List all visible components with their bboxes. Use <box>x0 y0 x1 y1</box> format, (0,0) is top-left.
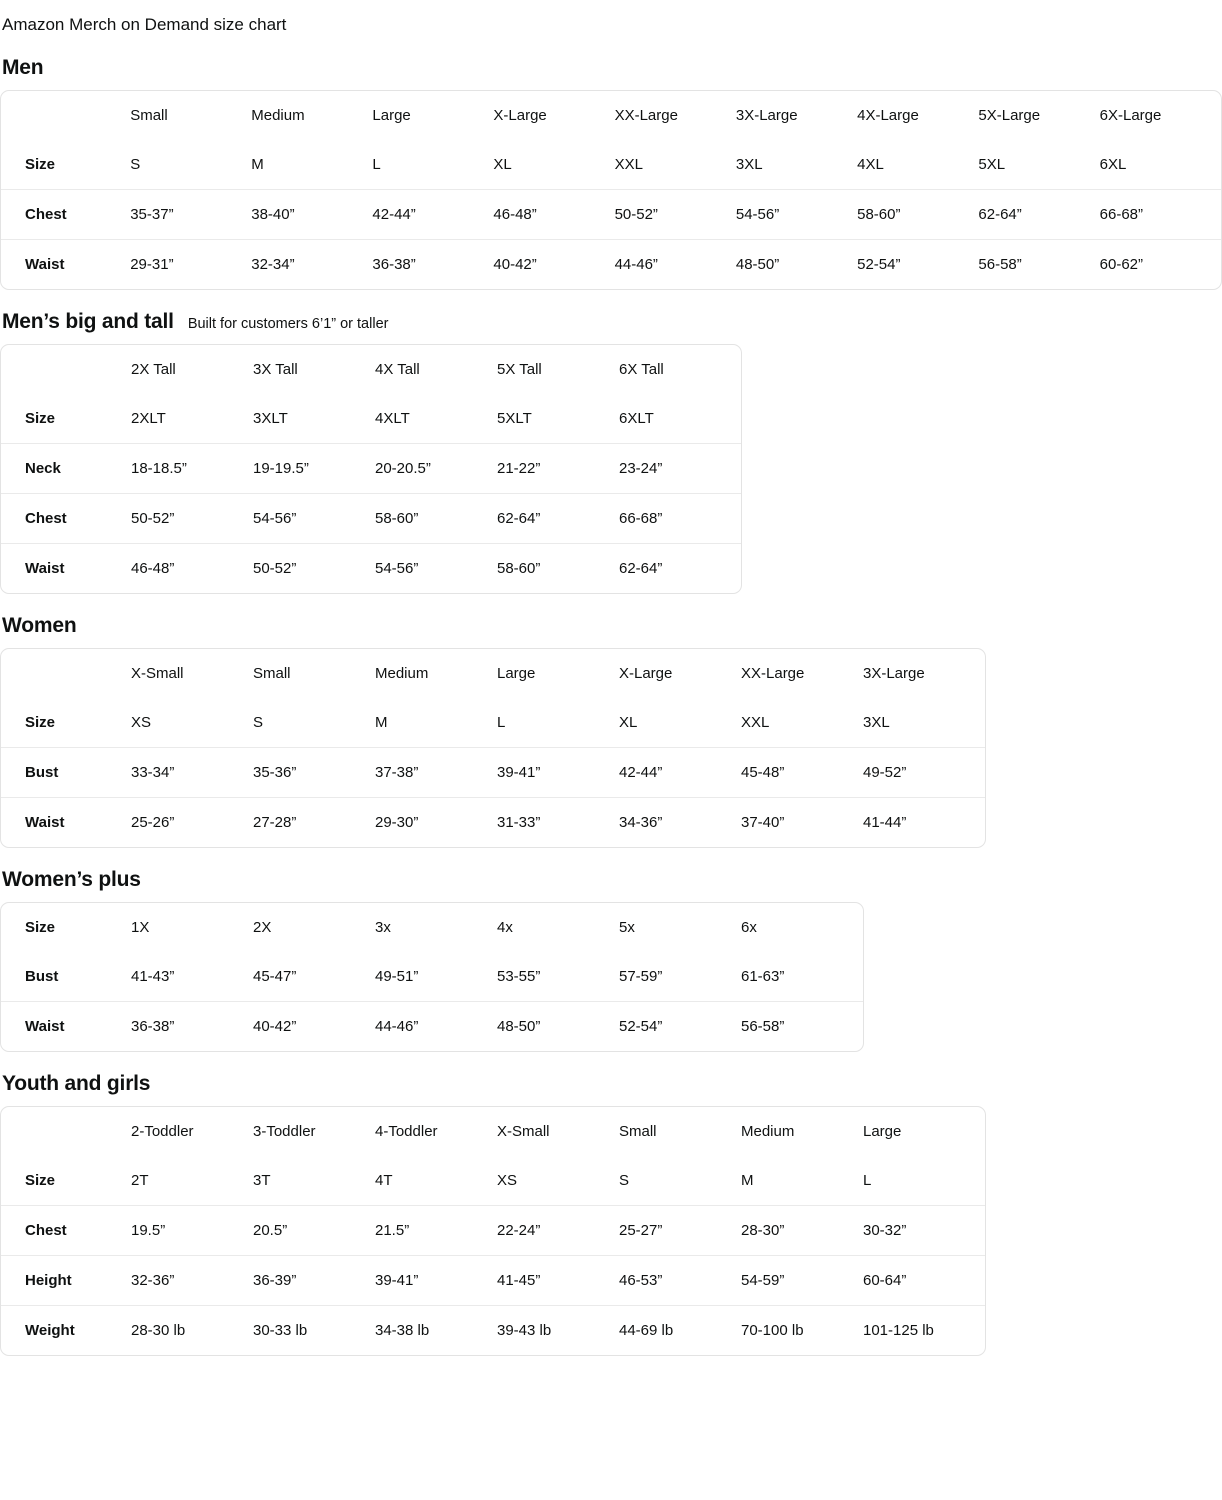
table-cell: 58-60” <box>857 190 978 240</box>
table-row <box>1 444 741 494</box>
column-header: X-Large <box>493 107 547 125</box>
section-title-womens-plus: Women’s plus <box>2 868 141 892</box>
column-header: 3-Toddler <box>253 1123 316 1141</box>
size-table-women <box>0 648 986 848</box>
table-head <box>1 345 741 394</box>
table-cell: 29-30” <box>375 814 419 832</box>
table-cell: 18-18.5” <box>131 444 253 494</box>
column-header: 6X-Large <box>1099 107 1162 125</box>
table-cell: 3XL <box>736 140 857 190</box>
table-cell: S <box>130 140 251 190</box>
table-cell: 45-48” <box>741 748 863 798</box>
table-cell: 48-50” <box>735 256 780 274</box>
table-cell: L <box>372 140 493 190</box>
table-row <box>1 240 1221 289</box>
table-head <box>1 903 863 952</box>
table-cell: XS <box>497 1156 619 1206</box>
table-cell: 25-27” <box>619 1206 741 1256</box>
table-cell: 4XLT <box>375 394 497 444</box>
table-cell: 41-44” <box>863 814 907 832</box>
table-cell: 34-36” <box>619 814 663 832</box>
table-cell: 54-59” <box>741 1256 863 1306</box>
table-cell: 41-43” <box>131 952 253 1002</box>
table-cell: 3XLT <box>253 394 375 444</box>
table-cell: 27-28” <box>253 814 297 832</box>
table-cell: 36-38” <box>372 256 416 274</box>
table-cell: 70-100 lb <box>741 1322 804 1340</box>
table-body <box>1 1156 985 1355</box>
table-cell: 49-52” <box>863 748 985 798</box>
table-row <box>1 1256 985 1306</box>
table-cell: 32-36” <box>131 1256 253 1306</box>
table-corner <box>1 1107 131 1156</box>
column-header: Medium <box>741 1123 795 1141</box>
table-cell: 50-52” <box>253 560 297 578</box>
table-cell: 20-20.5” <box>375 444 497 494</box>
row-label: Chest <box>1 1206 131 1256</box>
row-label: Chest <box>1 494 131 544</box>
table-cell: 20.5” <box>253 1206 375 1256</box>
section-header-mens-big-and-tall <box>2 310 1222 334</box>
column-header: 6X Tall <box>619 361 664 379</box>
column-header: Small <box>619 1123 657 1141</box>
column-header: Medium <box>251 107 305 125</box>
section-women <box>0 614 1222 848</box>
column-header: X-Small <box>497 1123 550 1141</box>
column-header: 1X <box>131 919 150 937</box>
table-cell: 54-56” <box>736 190 857 240</box>
row-label: Waist <box>25 814 65 832</box>
table-head <box>1 91 1221 140</box>
table-row <box>1 1002 863 1051</box>
table-head <box>1 1107 985 1156</box>
column-header: Medium <box>375 665 429 683</box>
table-body <box>1 140 1221 289</box>
table-cell: XXL <box>615 140 736 190</box>
column-header: Small <box>253 665 291 683</box>
table-cell: 40-42” <box>493 256 537 274</box>
section-title-men: Men <box>2 56 44 80</box>
row-label: Weight <box>25 1322 75 1340</box>
section-header-men <box>2 56 1222 80</box>
row-label: Waist <box>25 1018 65 1036</box>
table-cell: 62-64” <box>978 190 1099 240</box>
column-header: 3x <box>375 919 391 937</box>
table-cell: 3XL <box>863 698 985 748</box>
table-cell: 101-125 lb <box>863 1322 934 1340</box>
section-header-youth-and-girls <box>2 1072 1222 1096</box>
table-cell: 34-38 lb <box>375 1322 430 1340</box>
table-cell: 25-26” <box>131 814 175 832</box>
table-cell: 2XLT <box>131 394 253 444</box>
table-row <box>1 1206 985 1256</box>
size-table-men <box>0 90 1222 290</box>
table-cell: 28-30 lb <box>131 1322 186 1340</box>
table-cell: 6XLT <box>619 394 741 444</box>
table-corner <box>1 649 131 698</box>
section-men <box>0 56 1222 290</box>
column-header: 5x <box>619 919 635 937</box>
table-row <box>1 190 1221 240</box>
table-cell: 5XL <box>978 140 1099 190</box>
table-cell: 62-64” <box>619 560 663 578</box>
row-label: Bust <box>1 748 131 798</box>
table-cell: XXL <box>741 698 863 748</box>
table-cell: 44-46” <box>614 256 658 274</box>
page-title: Amazon Merch on Demand size chart <box>2 15 287 34</box>
row-label: Waist <box>25 560 65 578</box>
table-cell: 42-44” <box>619 748 741 798</box>
table-head <box>1 649 985 698</box>
table-cell: 5XLT <box>497 394 619 444</box>
table-row <box>1 952 863 1002</box>
column-header: 4X Tall <box>375 361 420 379</box>
table-cell: 23-24” <box>619 444 741 494</box>
column-header: 4X-Large <box>857 107 919 125</box>
table-cell: 28-30” <box>741 1206 863 1256</box>
table-cell: 3T <box>253 1156 375 1206</box>
section-note-mens-big-and-tall: Built for customers 6’1” or taller <box>187 316 389 333</box>
table-header-row <box>1 345 741 394</box>
table-cell: 42-44” <box>372 190 493 240</box>
row-label: Size <box>1 698 131 748</box>
table-cell: 2T <box>131 1156 253 1206</box>
row-label: Chest <box>1 190 130 240</box>
table-cell: 61-63” <box>741 952 863 1002</box>
table-cell: 58-60” <box>497 560 541 578</box>
row-label: Waist <box>25 256 65 274</box>
table-corner <box>1 345 131 394</box>
section-header-womens-plus <box>2 868 1222 892</box>
table-cell: 56-58” <box>978 256 1022 274</box>
table-cell: M <box>251 140 372 190</box>
table-cell: 54-56” <box>253 494 375 544</box>
column-header: 5X Tall <box>497 361 542 379</box>
table-row <box>1 798 985 847</box>
table-body <box>1 394 741 593</box>
table-cell: 6XL <box>1100 140 1221 190</box>
table-row <box>1 698 985 748</box>
table-cell: 48-50” <box>497 1018 541 1036</box>
table-row <box>1 1306 985 1355</box>
table-cell: 37-38” <box>375 748 497 798</box>
size-table-mens-big-and-tall <box>0 344 742 594</box>
column-header: Large <box>863 1123 902 1141</box>
table-body <box>1 698 985 847</box>
table-cell: 36-39” <box>253 1256 375 1306</box>
section-title-youth-and-girls: Youth and girls <box>2 1072 151 1096</box>
table-cell: 32-34” <box>251 256 295 274</box>
table-cell: 52-54” <box>857 256 901 274</box>
table-row <box>1 394 741 444</box>
page-bottom-spacer <box>0 1356 1222 1376</box>
section-header-women <box>2 614 1222 638</box>
table-cell: L <box>497 698 619 748</box>
table-cell: XS <box>131 698 253 748</box>
table-cell: 50-52” <box>131 494 253 544</box>
table-cell: S <box>619 1156 741 1206</box>
section-title-mens-big-and-tall: Men’s big and tall <box>2 310 174 334</box>
table-cell: 57-59” <box>619 952 741 1002</box>
table-row <box>1 1156 985 1206</box>
table-cell: 21.5” <box>375 1206 497 1256</box>
table-cell: 35-36” <box>253 748 375 798</box>
column-header: 4-Toddler <box>375 1123 438 1141</box>
column-header: X-Large <box>619 665 673 683</box>
table-row <box>1 140 1221 190</box>
row-label: Bust <box>1 952 131 1002</box>
table-cell: 44-69 lb <box>619 1322 674 1340</box>
table-cell: 21-22” <box>497 444 619 494</box>
table-cell: 39-41” <box>497 748 619 798</box>
table-cell: 66-68” <box>619 494 741 544</box>
row-label: Size <box>25 919 56 937</box>
table-cell: L <box>863 1156 985 1206</box>
section-womens-plus <box>0 868 1222 1052</box>
table-cell: 45-47” <box>253 952 375 1002</box>
table-cell: 53-55” <box>497 952 619 1002</box>
table-cell: 60-64” <box>863 1256 985 1306</box>
table-cell: 50-52” <box>615 190 736 240</box>
table-cell: 33-34” <box>131 748 253 798</box>
table-corner <box>1 91 130 140</box>
column-header: 6x <box>741 919 757 937</box>
row-label: Height <box>1 1256 131 1306</box>
column-header: Large <box>372 107 411 125</box>
column-header: 3X Tall <box>253 361 298 379</box>
table-cell: M <box>741 1156 863 1206</box>
table-cell: 36-38” <box>131 1018 175 1036</box>
table-cell: 46-53” <box>619 1256 741 1306</box>
table-cell: 54-56” <box>375 560 419 578</box>
table-header-row <box>1 649 985 698</box>
section-youth-and-girls <box>0 1072 1222 1356</box>
column-header: XX-Large <box>741 665 805 683</box>
table-cell: 60-62” <box>1099 256 1144 274</box>
table-cell: 66-68” <box>1100 190 1221 240</box>
table-cell: 62-64” <box>497 494 619 544</box>
column-header: 5X-Large <box>978 107 1041 125</box>
table-cell: 38-40” <box>251 190 372 240</box>
table-row <box>1 494 741 544</box>
column-header: Large <box>497 665 536 683</box>
size-table-youth-and-girls <box>0 1106 986 1356</box>
column-header: 3X-Large <box>863 665 925 683</box>
row-label: Size <box>1 1156 131 1206</box>
table-row <box>1 544 741 593</box>
table-row <box>1 748 985 798</box>
table-cell: 30-33 lb <box>253 1322 308 1340</box>
table-cell: 39-41” <box>375 1256 497 1306</box>
table-cell: 58-60” <box>375 494 497 544</box>
row-label: Neck <box>1 444 131 494</box>
row-label: Size <box>1 140 130 190</box>
table-cell: 49-51” <box>375 952 497 1002</box>
table-cell: 30-32” <box>863 1206 985 1256</box>
table-cell: 37-40” <box>741 814 785 832</box>
table-header-row <box>1 903 863 952</box>
section-title-women: Women <box>2 614 77 638</box>
column-header: X-Small <box>131 665 184 683</box>
table-cell: XL <box>619 698 741 748</box>
table-cell: 39-43 lb <box>497 1322 552 1340</box>
table-cell: M <box>375 698 497 748</box>
table-cell: 4T <box>375 1156 497 1206</box>
table-cell: 41-45” <box>497 1256 619 1306</box>
table-cell: 46-48” <box>131 560 175 578</box>
size-table-womens-plus <box>0 902 864 1052</box>
column-header: 4x <box>497 919 513 937</box>
row-label: Size <box>1 394 131 444</box>
column-header: 3X-Large <box>735 107 798 125</box>
table-cell: 35-37” <box>130 190 251 240</box>
column-header: XX-Large <box>614 107 678 125</box>
table-cell: 31-33” <box>497 814 541 832</box>
table-cell: 29-31” <box>130 256 174 274</box>
column-header: Small <box>130 107 168 125</box>
table-cell: 52-54” <box>619 1018 663 1036</box>
table-body <box>1 952 863 1051</box>
table-cell: 56-58” <box>741 1018 785 1036</box>
table-cell: XL <box>493 140 614 190</box>
column-header: 2X Tall <box>131 361 176 379</box>
table-cell: 44-46” <box>375 1018 419 1036</box>
table-cell: 40-42” <box>253 1018 297 1036</box>
column-header: 2-Toddler <box>131 1123 194 1141</box>
table-cell: 19-19.5” <box>253 444 375 494</box>
section-mens-big-and-tall <box>0 310 1222 594</box>
table-cell: 46-48” <box>493 190 614 240</box>
table-cell: S <box>253 698 375 748</box>
table-header-row <box>1 1107 985 1156</box>
table-cell: 22-24” <box>497 1206 619 1256</box>
table-cell: 4XL <box>857 140 978 190</box>
column-header: 2X <box>253 919 272 937</box>
table-cell: 19.5” <box>131 1206 253 1256</box>
table-header-row <box>1 91 1221 140</box>
